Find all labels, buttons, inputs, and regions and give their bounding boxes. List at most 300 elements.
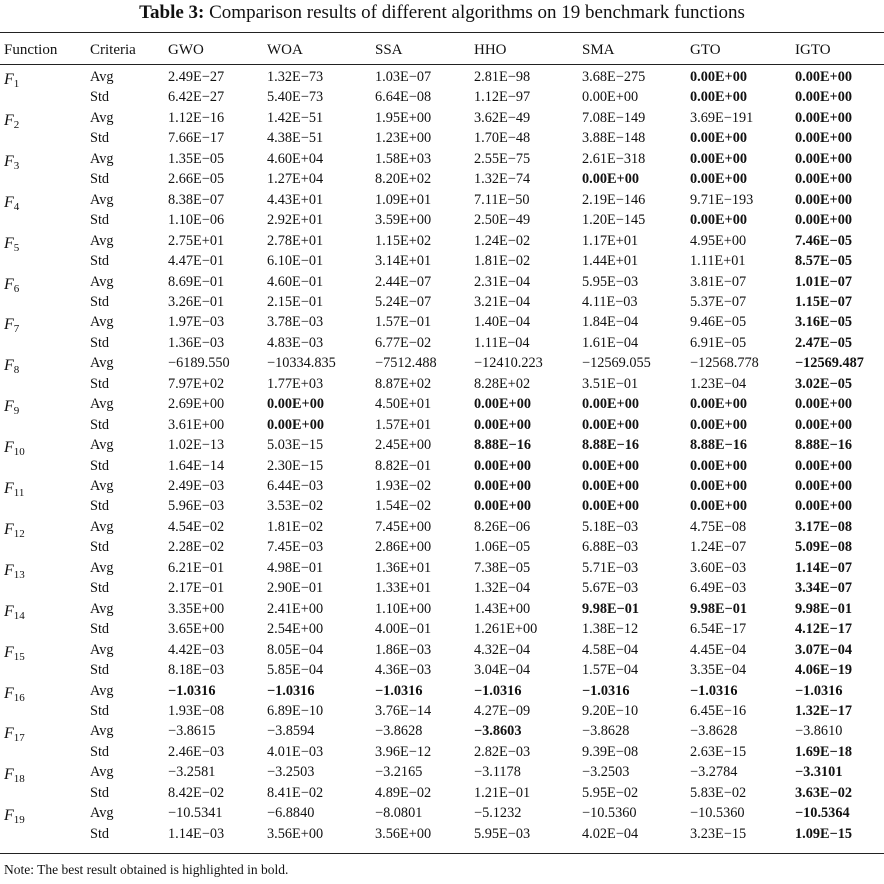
table-cell: 0.00E+00 (690, 416, 747, 433)
criteria-label: Avg (90, 805, 114, 822)
table-cell: 4.50E+01 (375, 396, 432, 413)
table-cell: 2.86E+00 (375, 539, 432, 556)
table-cell: 0.00E+00 (474, 478, 531, 494)
table-cell: 7.45E+00 (375, 518, 432, 535)
criteria-label: Avg (90, 559, 114, 576)
table-cell: 0.00E+00 (582, 498, 639, 515)
table-cell: 2.31E−04 (474, 273, 531, 290)
table-cell: 1.12E−97 (474, 89, 531, 106)
function-index: 2 (13, 118, 20, 131)
criteria-label: Avg (90, 396, 114, 413)
table-cell: −3.2165 (375, 764, 423, 781)
table-cell: 8.41E−02 (267, 784, 324, 801)
table-cell: 7.46E−05 (795, 232, 852, 249)
table-cell: 8.28E+02 (474, 375, 531, 392)
table-cell: 1.24E−02 (474, 232, 531, 249)
table-cell: 7.97E+02 (168, 375, 225, 392)
table-cell: 5.96E−03 (168, 498, 225, 515)
table-cell: 2.15E−01 (267, 293, 324, 310)
criteria-label: Avg (90, 69, 114, 85)
function-label (4, 70, 19, 90)
table-cell: 1.77E+03 (267, 375, 324, 392)
criteria-label: Std (90, 293, 110, 310)
table-cell: 7.66E−17 (168, 130, 225, 147)
criteria-label: Avg (90, 109, 114, 126)
table-cell: 1.01E−07 (795, 273, 852, 290)
table-cell: 1.09E−15 (795, 825, 852, 842)
criteria-label: Std (90, 130, 110, 147)
function-label (4, 684, 25, 704)
table-cell: 0.00E+00 (795, 478, 852, 494)
criteria-label: Std (90, 784, 110, 801)
table-cell: 4.47E−01 (168, 253, 225, 270)
column-header: HHO (474, 42, 507, 58)
table-cell: 3.96E−12 (375, 743, 432, 760)
table-cell: 1.10E+00 (375, 600, 432, 617)
function-letter: F (4, 561, 14, 579)
table-cell: 0.00E+00 (690, 150, 747, 167)
table-cell: 8.38E−07 (168, 191, 225, 208)
table-cell: 7.38E−05 (474, 559, 531, 576)
function-letter: F (4, 111, 14, 129)
table-cell: 3.07E−04 (795, 641, 852, 658)
header-rule (0, 64, 884, 65)
table-cell: 4.95E+00 (690, 232, 747, 249)
table-cell: 0.00E+00 (474, 457, 531, 474)
table-cell: 2.45E+00 (375, 437, 432, 454)
table-cell: 3.51E−01 (582, 375, 639, 392)
table-cell: 9.98E−01 (582, 600, 639, 617)
table-cell: 6.77E−02 (375, 334, 432, 351)
table-cell: 2.41E+00 (267, 600, 324, 617)
table-cell: 4.60E+04 (267, 150, 324, 167)
table-cell: 0.00E+00 (795, 150, 852, 167)
table-cell: 3.78E−03 (267, 314, 324, 331)
table-cell: −10.5341 (168, 805, 223, 822)
function-label (4, 111, 19, 131)
column-header: Criteria (90, 42, 136, 58)
table-note: Note: The best result obtained is highlighted in bold. (4, 862, 289, 877)
table-cell: 4.58E−04 (582, 641, 639, 658)
table-cell: 5.85E−04 (267, 662, 324, 679)
table-cell: 2.49E−03 (168, 478, 225, 494)
table-cell: −3.8628 (690, 723, 738, 740)
table-cell: 4.60E−01 (267, 273, 324, 290)
table-cell: 6.42E−27 (168, 89, 225, 106)
table-cell: 1.32E−04 (474, 580, 531, 597)
table-cell: 3.26E−01 (168, 293, 225, 310)
function-letter: F (4, 316, 14, 334)
table-cell: 1.15E−07 (795, 293, 852, 310)
table-cell: 2.78E+01 (267, 232, 324, 249)
function-letter: F (4, 439, 14, 457)
function-label (4, 479, 24, 499)
function-index: 18 (13, 773, 25, 786)
table-cell: 2.30E−15 (267, 457, 324, 474)
table-cell: 3.21E−04 (474, 293, 531, 310)
caption-text: Comparison results of different algorithms on 19 benchmark functions (209, 2, 745, 23)
table-cell: 2.90E−01 (267, 580, 324, 597)
criteria-label: Std (90, 539, 110, 556)
function-letter: F (4, 275, 14, 293)
table-cell: 3.68E−275 (582, 69, 646, 85)
table-cell: 4.45E−04 (690, 641, 747, 658)
criteria-label: Avg (90, 437, 114, 454)
function-letter: F (4, 766, 14, 784)
function-letter: F (4, 480, 14, 497)
table-cell: 1.57E−04 (582, 662, 639, 679)
table-cell: 1.86E−03 (375, 641, 432, 658)
table-cell: −3.1178 (474, 764, 521, 781)
table-cell: 2.17E−01 (168, 580, 225, 597)
table-cell: 3.02E−05 (795, 375, 852, 392)
table-cell: 2.28E−02 (168, 539, 225, 556)
table-cell: 0.00E+00 (582, 89, 639, 106)
table-cell: 0.00E+00 (690, 457, 747, 474)
function-letter: F (4, 357, 14, 375)
function-index: 13 (13, 568, 25, 581)
function-index: 19 (13, 814, 25, 827)
table-cell: 4.36E−03 (375, 662, 432, 679)
table-cell: 3.35E+00 (168, 600, 225, 617)
table-cell: −3.2784 (690, 764, 738, 781)
function-label (4, 275, 19, 295)
function-label (4, 193, 19, 213)
column-header: Function (4, 42, 58, 58)
table-cell: 0.00E+00 (690, 89, 747, 106)
table-cell: 1.27E+04 (267, 171, 324, 188)
table-cell: 2.61E−318 (582, 150, 646, 167)
table-cell: 0.00E+00 (795, 416, 852, 433)
function-label (4, 806, 25, 826)
table-cell: −1.0316 (582, 682, 630, 699)
table-cell: 5.37E−07 (690, 293, 747, 310)
table-cell: 6.21E−01 (168, 559, 225, 576)
function-letter: F (4, 71, 14, 88)
criteria-label: Std (90, 334, 110, 351)
criteria-label: Avg (90, 682, 114, 699)
table-cell: 1.44E+01 (582, 253, 639, 270)
table-cell: 3.69E−191 (690, 109, 754, 126)
table-cell: 6.88E−03 (582, 539, 639, 556)
table-cell: 0.00E+00 (582, 416, 639, 433)
table-cell: 1.11E−04 (474, 334, 530, 351)
table-cell: 1.261E+00 (474, 621, 538, 638)
function-label (4, 561, 25, 581)
function-label (4, 520, 25, 540)
table-cell: 1.36E+01 (375, 559, 432, 576)
table-cell: 6.89E−10 (267, 702, 324, 719)
function-label (4, 315, 19, 335)
table-cell: 6.49E−03 (690, 580, 747, 597)
column-header: IGTO (795, 42, 831, 58)
table-cell: 3.34E−07 (795, 580, 852, 597)
table-cell: 1.17E+01 (582, 232, 639, 249)
table-cell: 3.35E−04 (690, 662, 747, 679)
function-label (4, 356, 19, 376)
table-cell: 1.69E−18 (795, 743, 852, 760)
table-cell: 9.20E−10 (582, 702, 639, 719)
table-cell: 3.63E−02 (795, 784, 852, 801)
table-cell: 1.24E−07 (690, 539, 747, 556)
table-cell: 5.95E−03 (474, 825, 531, 842)
table-cell: 1.03E−07 (375, 69, 432, 85)
criteria-label: Std (90, 825, 110, 842)
table-cell: 1.20E−145 (582, 212, 646, 229)
table-cell: 1.43E+00 (474, 600, 531, 617)
table-cell: 1.97E−03 (168, 314, 225, 331)
criteria-label: Std (90, 621, 110, 638)
table-cell: 0.00E+00 (267, 416, 324, 433)
function-label (4, 234, 19, 254)
table-cell: 1.14E−03 (168, 825, 225, 842)
function-index: 5 (13, 241, 20, 254)
table-cell: −10.5364 (795, 805, 850, 822)
caption-label: Table 3: (139, 2, 205, 23)
table-cell: 5.18E−03 (582, 518, 639, 535)
table-cell: −7512.488 (375, 355, 437, 372)
table-cell: −3.8628 (375, 723, 423, 740)
table-cell: 1.64E−14 (168, 457, 225, 474)
bottom-rule (0, 853, 884, 854)
table-cell: 1.10E−06 (168, 212, 225, 229)
table-cell: 2.82E−03 (474, 743, 531, 760)
table-cell: 8.69E−01 (168, 273, 225, 290)
table-cell: 5.83E−02 (690, 784, 747, 801)
table-cell: 5.40E−73 (267, 89, 324, 106)
table-cell: 0.00E+00 (795, 130, 852, 147)
table-cell: −1.0316 (474, 682, 522, 699)
table-cell: −8.0801 (375, 805, 423, 822)
function-letter: F (4, 602, 14, 620)
function-letter: F (4, 684, 14, 702)
function-letter: F (4, 725, 14, 743)
table-cell: 1.36E−03 (168, 334, 225, 351)
function-index: 14 (13, 609, 25, 622)
table-cell: 8.05E−04 (267, 641, 324, 658)
table-cell: 5.03E−15 (267, 437, 324, 454)
table-cell: 0.00E+00 (582, 171, 639, 188)
table-cell: 2.19E−146 (582, 191, 646, 208)
function-index: 15 (13, 650, 25, 663)
table-cell: 1.09E+01 (375, 191, 432, 208)
table-cell: 1.14E−07 (795, 559, 852, 576)
function-index: 12 (13, 527, 25, 540)
table-cell: 8.20E+02 (375, 171, 432, 188)
table-cell: 4.11E−03 (582, 293, 638, 310)
table-cell: 0.00E+00 (795, 171, 852, 188)
function-label (4, 397, 19, 417)
table-cell: −1.0316 (267, 682, 315, 699)
table-cell: 1.93E−08 (168, 702, 225, 719)
table-cell: 0.00E+00 (795, 191, 852, 208)
criteria-label: Avg (90, 600, 114, 617)
criteria-label: Avg (90, 150, 114, 167)
table-cell: 0.00E+00 (582, 396, 639, 413)
table-cell: 1.42E−51 (267, 109, 324, 126)
table-cell: −3.8628 (582, 723, 630, 740)
table-cell: 8.42E−02 (168, 784, 225, 801)
table-cell: 1.12E−16 (168, 109, 225, 126)
criteria-label: Std (90, 416, 110, 433)
table-cell: 8.57E−05 (795, 253, 852, 270)
function-index: 6 (13, 282, 20, 295)
table-cell: 1.70E−48 (474, 130, 531, 147)
function-letter: F (4, 152, 14, 170)
criteria-label: Std (90, 375, 110, 392)
table-cell: 4.06E−19 (795, 662, 852, 679)
table-cell: 1.57E−01 (375, 314, 432, 331)
table-cell: 6.64E−08 (375, 89, 432, 106)
table-cell: 9.39E−08 (582, 743, 639, 760)
table-cell: −6.8840 (267, 805, 315, 822)
table-cell: 5.71E−03 (582, 559, 639, 576)
table-cell: 1.11E+01 (690, 253, 746, 270)
function-letter: F (4, 234, 14, 252)
table-cell: 2.81E−98 (474, 69, 531, 85)
criteria-label: Std (90, 212, 110, 229)
function-label (4, 152, 19, 172)
table-cell: 4.89E−02 (375, 784, 432, 801)
function-index: 10 (13, 446, 25, 459)
table-cell: 1.81E−02 (474, 253, 531, 270)
criteria-label: Avg (90, 314, 114, 331)
criteria-label: Avg (90, 273, 114, 290)
table-cell: 0.00E+00 (474, 416, 531, 433)
function-index: 17 (13, 732, 25, 745)
table-cell: 4.01E−03 (267, 743, 324, 760)
table-cell: 0.00E+00 (474, 396, 531, 413)
table-cell: 7.08E−149 (582, 109, 646, 126)
table-cell: 1.23E−04 (690, 375, 747, 392)
table-cell: −12568.778 (690, 355, 759, 372)
criteria-label: Std (90, 253, 110, 270)
table-cell: 5.67E−03 (582, 580, 639, 597)
table-cell: 3.60E−03 (690, 559, 747, 576)
table-cell: 2.55E−75 (474, 150, 531, 167)
table-cell: 2.66E−05 (168, 171, 225, 188)
table-cell: 0.00E+00 (795, 457, 852, 474)
table-cell: −3.8594 (267, 723, 315, 740)
table-cell: 7.11E−50 (474, 191, 530, 208)
table-cell: 3.61E+00 (168, 416, 225, 433)
table-cell: 2.63E−15 (690, 743, 747, 760)
function-letter: F (4, 520, 14, 538)
table-cell: 0.00E+00 (690, 478, 747, 494)
table-cell: 4.32E−04 (474, 641, 531, 658)
table-cell: 4.83E−03 (267, 334, 324, 351)
table-cell: 8.88E−16 (795, 437, 852, 454)
criteria-label: Avg (90, 518, 114, 535)
table-cell: 5.24E−07 (375, 293, 432, 310)
table-cell: 1.40E−04 (474, 314, 531, 331)
table-cell: 4.75E−08 (690, 518, 747, 535)
table-cell: 3.23E−15 (690, 825, 747, 842)
table-cell: 2.46E−03 (168, 743, 225, 760)
table-cell: −3.2503 (582, 764, 630, 781)
table-cell: −6189.550 (168, 355, 230, 372)
table-cell: 3.59E+00 (375, 212, 432, 229)
table-cell: 1.61E−04 (582, 334, 639, 351)
table-cell: 1.33E+01 (375, 580, 432, 597)
table-caption (0, 2, 884, 24)
table-cell: 4.38E−51 (267, 130, 324, 147)
table-cell: 6.44E−03 (267, 478, 324, 494)
criteria-label: Std (90, 171, 110, 188)
function-letter: F (4, 193, 14, 211)
column-header: GWO (168, 42, 204, 58)
function-label (4, 724, 25, 744)
table-cell: 6.10E−01 (267, 253, 324, 270)
function-index: 9 (13, 405, 20, 418)
table-cell: 1.21E−01 (474, 784, 531, 801)
table-cell: 1.06E−05 (474, 539, 531, 556)
table-cell: −1.0316 (168, 682, 216, 699)
table-cell: 9.71E−193 (690, 191, 754, 208)
column-header: GTO (690, 42, 721, 58)
table-cell: −3.8615 (168, 723, 216, 740)
table-cell: 6.45E−16 (690, 702, 747, 719)
top-rule (0, 32, 884, 33)
table-cell: 5.09E−08 (795, 539, 852, 556)
table-cell: −10334.835 (267, 355, 336, 372)
table-cell: 8.88E−16 (474, 437, 531, 454)
table-cell: 0.00E+00 (795, 396, 852, 413)
table-cell: 1.58E+03 (375, 150, 432, 167)
criteria-label: Std (90, 662, 110, 679)
table-cell: 1.35E−05 (168, 150, 225, 167)
table-cell: 8.82E−01 (375, 457, 432, 474)
table-cell: 0.00E+00 (582, 478, 639, 494)
table-cell: 7.45E−03 (267, 539, 324, 556)
criteria-label: Std (90, 743, 110, 760)
table-cell: 2.69E+00 (168, 396, 225, 413)
table-cell: 1.23E+00 (375, 130, 432, 147)
table-cell: 9.98E−01 (690, 600, 747, 617)
table-cell: 4.00E−01 (375, 621, 432, 638)
table-cell: 0.00E+00 (690, 212, 747, 229)
table-cell: 8.88E−16 (582, 437, 639, 454)
table-cell: 2.44E−07 (375, 273, 432, 290)
function-label (4, 765, 25, 785)
table-cell: 8.26E−06 (474, 518, 531, 535)
table-cell: 5.95E−02 (582, 784, 639, 801)
table-cell: −3.3101 (795, 764, 843, 781)
table-cell: 1.32E−73 (267, 69, 324, 85)
table-cell: −12410.223 (474, 355, 543, 372)
table-cell: −12569.055 (582, 355, 651, 372)
criteria-label: Std (90, 702, 110, 719)
table-cell: 1.38E−12 (582, 621, 639, 638)
criteria-label: Std (90, 457, 110, 474)
table-cell: 0.00E+00 (690, 130, 747, 147)
table-cell: −5.1232 (474, 805, 522, 822)
table-cell: 0.00E+00 (267, 396, 324, 413)
table-cell: −3.2503 (267, 764, 315, 781)
table-cell: 0.00E+00 (690, 498, 747, 515)
function-letter: F (4, 807, 14, 825)
table-cell: 0.00E+00 (795, 69, 852, 85)
table-cell: 9.98E−01 (795, 600, 852, 617)
criteria-label: Avg (90, 232, 114, 249)
table-cell: 3.56E+00 (375, 825, 432, 842)
column-header: SSA (375, 42, 403, 58)
table-cell: 1.15E+02 (375, 232, 432, 249)
table-cell: 4.02E−04 (582, 825, 639, 842)
criteria-label: Avg (90, 723, 114, 740)
table-cell: 1.84E−04 (582, 314, 639, 331)
table-cell: 0.00E+00 (795, 89, 852, 106)
